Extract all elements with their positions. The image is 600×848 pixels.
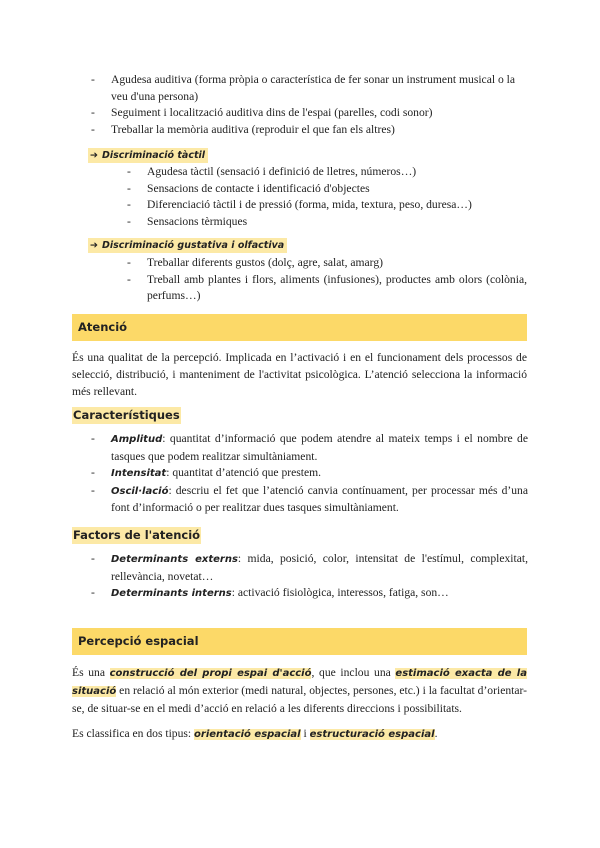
percepcio-paragraph — [72, 664, 527, 717]
list-item — [91, 431, 528, 465]
keyword: estructuració espacial — [309, 729, 435, 740]
term: Intensitat — [111, 468, 167, 479]
tactile-heading-text: Discriminació tàctil — [101, 150, 206, 161]
term: Determinants interns — [111, 588, 232, 599]
arrow-right-icon: ➔ — [90, 240, 98, 251]
text: i — [300, 727, 310, 740]
list-item: - Treballar diferents gustos (dolç, agre, salat, amarg) — [127, 255, 527, 272]
term: Oscil·lació — [111, 485, 169, 497]
text: en relació al món exterior (medi natural, objectes, persones, etc.) i la facultat d’orientar-se, de situar-se en el medi d’acció en relació a les diferents direccions i possibilitats. — [72, 684, 527, 715]
list-item — [91, 551, 528, 585]
factors-list — [91, 551, 528, 603]
list-item: - Treballar la memòria auditiva (reproduir el que fan els altres) — [91, 122, 528, 139]
taste-smell-list — [127, 255, 527, 305]
text: És una — [72, 666, 110, 679]
taste-smell-heading-text: Discriminació gustativa i olfactiva — [101, 240, 285, 251]
definition: : quantitat d’atenció que prestem. — [166, 466, 322, 479]
taste-smell-heading — [88, 238, 287, 253]
list-item: - Seguiment i localització auditiva dins de l'espai (parelles, codi sonor) — [91, 105, 528, 122]
list-item: - Agudesa auditiva (forma pròpia o característica de fer sonar un instrument musical o la veu d'una persona) — [91, 72, 528, 105]
arrow-right-icon: ➔ — [90, 150, 98, 161]
list-item: - Diferenciació tàctil i de pressió (forma, mida, textura, peso, duresa…) — [127, 197, 527, 214]
subheading-factors: Factors de l'atenció — [73, 528, 201, 542]
list-item — [91, 483, 528, 517]
text: , que inclou una — [311, 666, 396, 679]
keyword: estimació exacta de la situació — [72, 668, 527, 697]
definition: : activació fisiològica, interessos, fatiga, son… — [231, 586, 449, 599]
list-item — [91, 585, 528, 603]
list-item: - Sensacions tèrmiques — [127, 214, 527, 231]
definition: : mida, posició, color, intensitat de l'estímul, complexitat, rellevància, novetat… — [111, 552, 528, 583]
list-item: - Treball amb plantes i flors, aliments (infusiones), productes amb olors (colònia, perfums…) — [127, 272, 527, 305]
definition: : quantitat d’informació que podem atendre al mateix temps i el nombre de tasques que podem realitzar simultàniament. — [111, 432, 528, 463]
section-title-percepcio-espacial: Percepció espacial — [72, 628, 527, 655]
tactile-list — [127, 164, 527, 230]
keyword: construcció del propi espai d'acció — [109, 668, 312, 679]
definition: : descriu el fet que l’atenció canvia contínuament, per processar més d’una font d’informació o per realitzar dues tasques simultàniament. — [111, 483, 528, 514]
tactile-heading — [88, 148, 208, 163]
keyword: orientació espacial — [194, 729, 301, 740]
auditory-list — [91, 72, 528, 138]
term: Determinants externs — [111, 554, 238, 565]
section-title-atencio: Atenció — [72, 314, 527, 341]
list-item: - Sensacions de contacte i identificació d'objectes — [127, 181, 527, 198]
text: . — [434, 727, 438, 740]
text: Es classifica en dos tipus: — [72, 727, 195, 740]
list-item — [91, 465, 528, 483]
caracteristiques-list — [91, 431, 528, 517]
list-item: - Agudesa tàctil (sensació i definició de lletres, números…) — [127, 164, 527, 181]
percepcio-types — [72, 725, 527, 743]
subheading-caracteristiques: Característiques — [73, 408, 180, 422]
atencio-intro: És una qualitat de la percepció. Implicada en l’activació i en el funcionament dels processos de selecció, distribució, i manteniment de l'activitat psicològica. L’atenció selecciona la informació més rellevant. — [72, 351, 527, 398]
term: Amplitud — [111, 434, 163, 445]
